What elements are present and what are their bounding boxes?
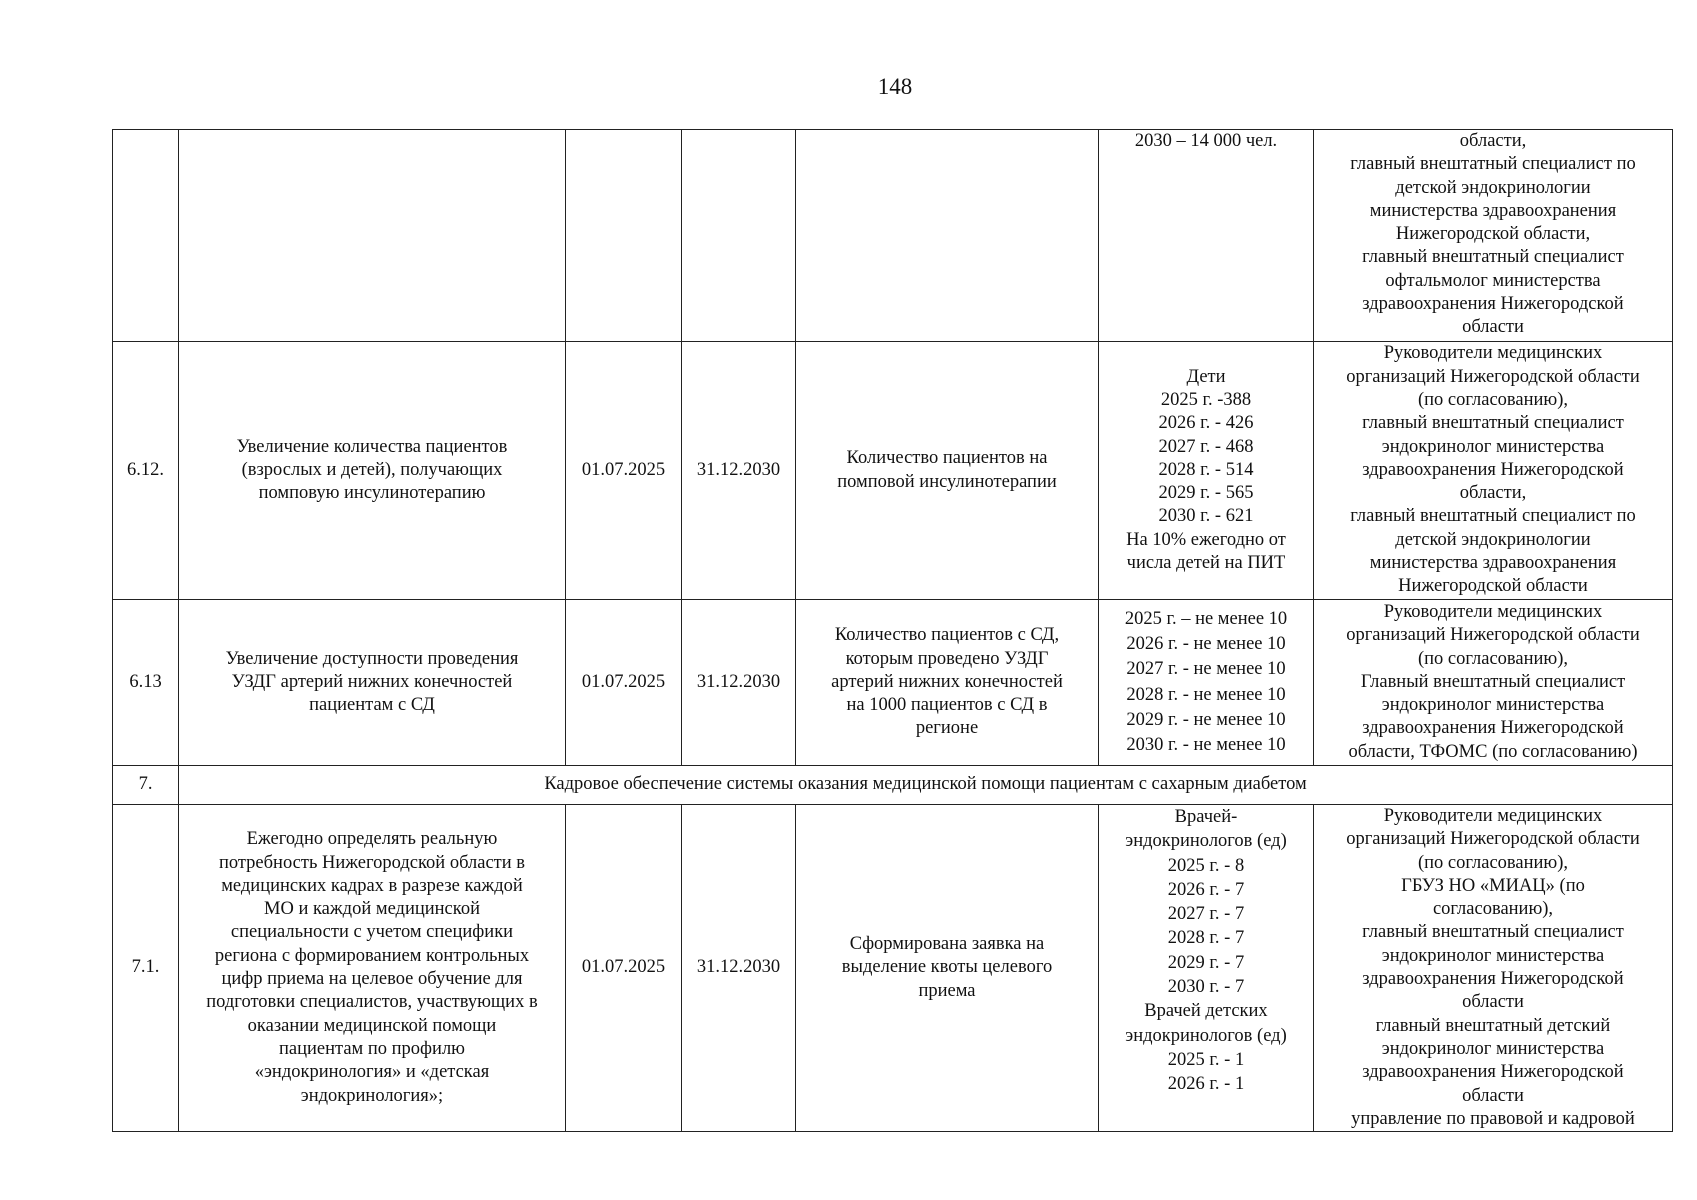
start-date-cell bbox=[566, 130, 682, 342]
responsible-cell: Руководители медицинских организаций Нижегородской области (по согласованию), ГБУЗ НО «МИАЦ» (по согласованию), главный внештатный специалист эндокринолог министерства здравоохранения Нижегородской области главный внештатный детский эндокринолог министерства здравоохранения Нижегородской области управление по правовой и кадровой bbox=[1314, 805, 1673, 1132]
result-cell: Количество пациентов с СД, которым проведено УЗДГ артерий нижних конечностей на 1000 пациентов с СД в регионе bbox=[796, 600, 1099, 766]
table-row bbox=[113, 342, 1673, 600]
indicator-cell: Дети 2025 г. -388 2026 г. - 426 2027 г. - 468 2028 г. - 514 2029 г. - 565 2030 г. - 621 На 10% ежегодно от числа детей на ПИТ bbox=[1099, 342, 1314, 600]
indicator-cell: 2030 – 14 000 чел. bbox=[1099, 130, 1314, 342]
section-number: 7. bbox=[113, 766, 179, 805]
end-date-cell: 31.12.2030 bbox=[682, 805, 796, 1132]
end-date-cell bbox=[682, 130, 796, 342]
table-row bbox=[113, 805, 1673, 1132]
event-cell: Увеличение доступности проведения УЗДГ артерий нижних конечностей пациентам с СД bbox=[179, 600, 566, 766]
indicator-cell: Врачей- эндокринологов (ед) 2025 г. - 8 2026 г. - 7 2027 г. - 7 2028 г. - 7 2029 г. - 7 2030 г. - 7 Врачей детских эндокринологов (ед) 2025 г. - 1 2026 г. - 1 bbox=[1099, 805, 1314, 1132]
table-row bbox=[113, 600, 1673, 766]
end-date-cell: 31.12.2030 bbox=[682, 342, 796, 600]
event-cell: Увеличение количества пациентов (взрослых и детей), получающих помповую инсулинотерапию bbox=[179, 342, 566, 600]
result-cell: Сформирована заявка на выделение квоты целевого приема bbox=[796, 805, 1099, 1132]
section-title: Кадровое обеспечение системы оказания медицинской помощи пациентам с сахарным диабетом bbox=[179, 766, 1673, 805]
table-row bbox=[113, 130, 1673, 342]
start-date-cell: 01.07.2025 bbox=[566, 342, 682, 600]
responsible-cell: Руководители медицинских организаций Нижегородской области (по согласованию), главный внештатный специалист эндокринолог министерства здравоохранения Нижегородской области, главный внештатный специалист по детской эндокринологии министерства здравоохранения Нижегородской области bbox=[1314, 342, 1673, 600]
row-number bbox=[113, 130, 179, 342]
row-number: 7.1. bbox=[113, 805, 179, 1132]
end-date-cell: 31.12.2030 bbox=[682, 600, 796, 766]
indicator-cell: 2025 г. – не менее 10 2026 г. - не менее 10 2027 г. - не менее 10 2028 г. - не менее 10 2029 г. - не менее 10 2030 г. - не менее 10 bbox=[1099, 600, 1314, 766]
start-date-cell: 01.07.2025 bbox=[566, 600, 682, 766]
row-number: 6.12. bbox=[113, 342, 179, 600]
page-number: 148 bbox=[877, 74, 913, 99]
start-date-cell: 01.07.2025 bbox=[566, 805, 682, 1132]
action-plan-table bbox=[112, 129, 1673, 1132]
row-number: 6.13 bbox=[113, 600, 179, 766]
event-cell bbox=[179, 130, 566, 342]
result-cell: Количество пациентов на помповой инсулинотерапии bbox=[796, 342, 1099, 600]
responsible-cell: Руководители медицинских организаций Нижегородской области (по согласованию), Главный внештатный специалист эндокринолог министерства здравоохранения Нижегородской области, ТФОМС (по согласованию) bbox=[1314, 600, 1673, 766]
responsible-cell: области, главный внештатный специалист по детской эндокринологии министерства здравоохранения Нижегородской области, главный внештатный специалист офтальмолог министерства здравоохранения Нижегородской области bbox=[1314, 130, 1673, 342]
section-header-row bbox=[113, 766, 1673, 805]
result-cell bbox=[796, 130, 1099, 342]
event-cell: Ежегодно определять реальную потребность Нижегородской области в медицинских кадрах в разрезе каждой МО и каждой медицинской специальности с учетом специфики региона с формированием контрольных цифр приема на целевое обучение для подготовки специалистов, участвующих в оказании медицинской помощи пациентам по профилю «эндокринология» и «детская эндокринология»; bbox=[179, 805, 566, 1132]
